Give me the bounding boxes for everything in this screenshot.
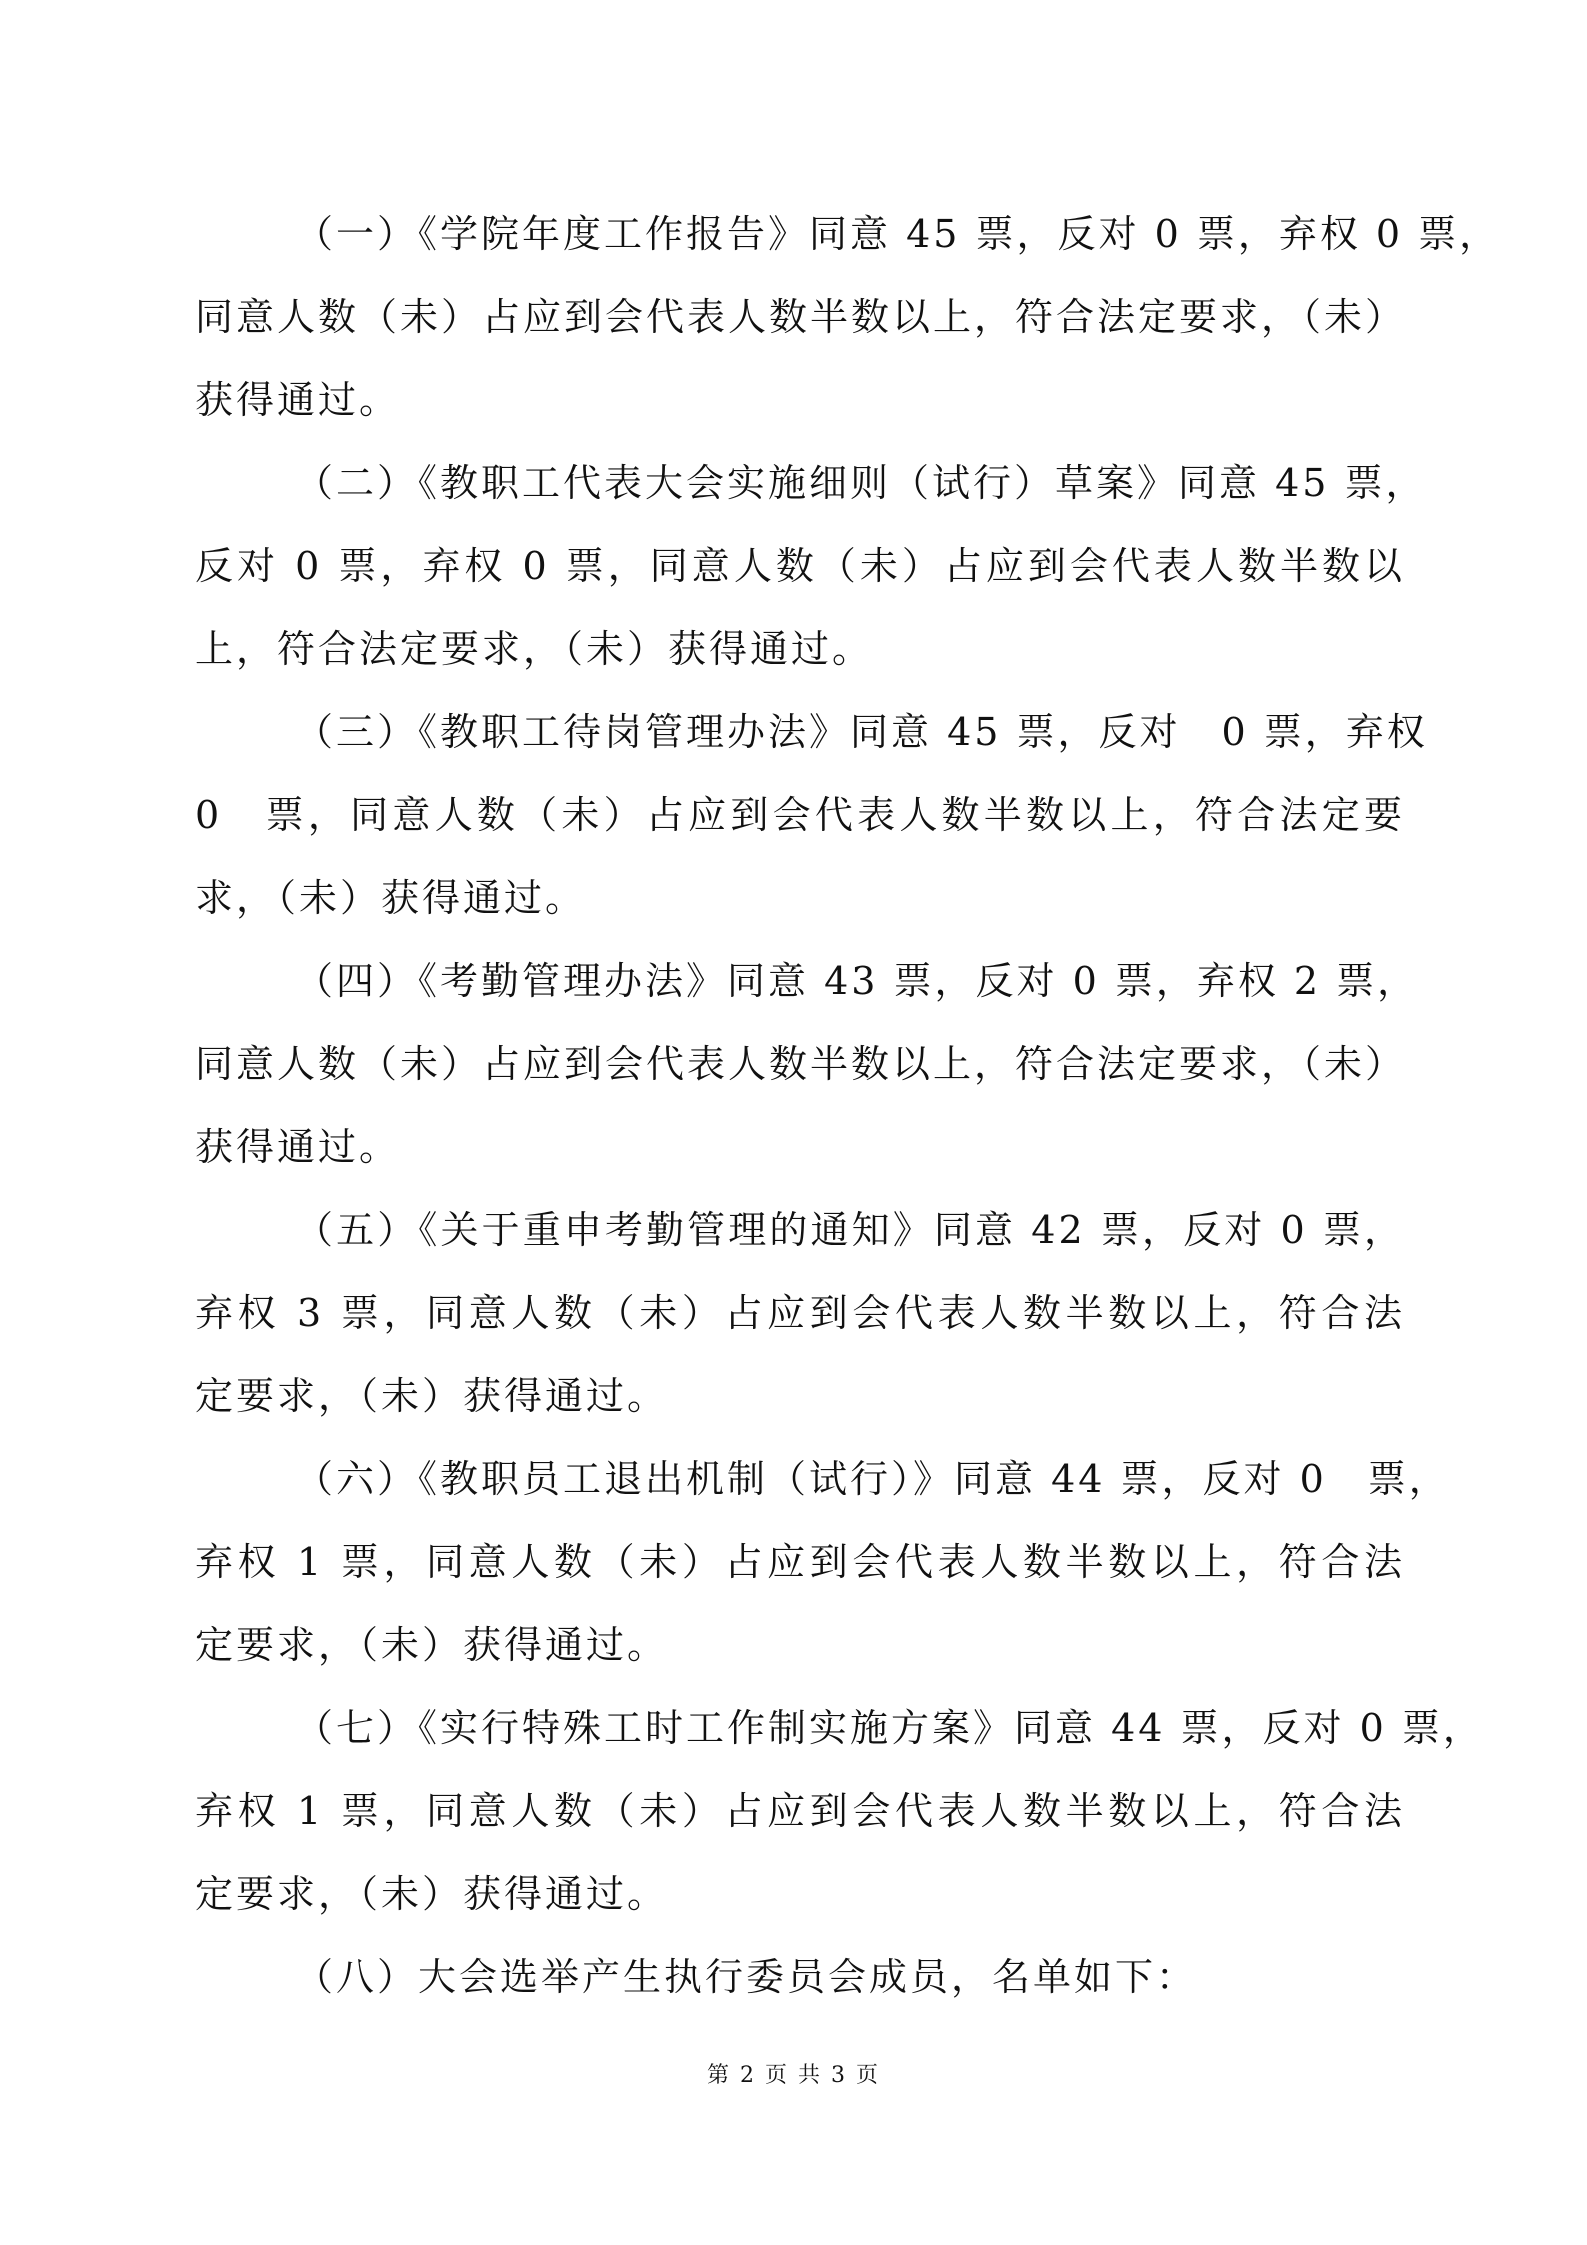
paragraph-item-8	[195, 1948, 1405, 2031]
paragraph-line: 弃权 1 票，同意人数（未）占应到会代表人数半数以上，符合法	[195, 1789, 1405, 1833]
page-number-footer: 第 2 页 共 3 页	[707, 2063, 880, 2088]
paragraph-line: 弃权 3 票，同意人数（未）占应到会代表人数半数以上，符合法	[195, 1291, 1405, 1335]
paragraph-line: （七）《实行特殊工时工作制实施方案》同意 44 票，反对 0 票，	[295, 1706, 1484, 1750]
paragraph-line: 弃权 1 票，同意人数（未）占应到会代表人数半数以上，符合法	[195, 1540, 1405, 1584]
paragraph-line: 获得通过。	[195, 378, 401, 422]
paragraph-item-7	[195, 1699, 1484, 1948]
paragraph-line: （五）《关于重申考勤管理的通知》同意 42 票，反对 0 票，	[295, 1208, 1405, 1252]
paragraph-line: 0 票，同意人数（未）占应到会代表人数半数以上，符合法定要	[195, 793, 1405, 837]
paragraph-line: （四）《考勤管理办法》同意 43 票，反对 0 票，弃权 2 票，	[295, 959, 1419, 1003]
paragraph-line: （一）《学院年度工作报告》同意 45 票，反对 0 票，弃权 0 票，	[295, 212, 1501, 256]
paragraph-line: 定要求，（未）获得通过。	[195, 1623, 669, 1667]
paragraph-item-6	[195, 1450, 1450, 1699]
paragraph-line: 定要求，（未）获得通过。	[195, 1374, 669, 1418]
paragraph-item-4	[195, 952, 1419, 1201]
paragraph-line: （二）《教职工代表大会实施细则（试行）草案》同意 45 票，	[295, 461, 1427, 505]
paragraph-line: （八）大会选举产生执行委员会成员，名单如下：	[295, 1955, 1198, 1999]
paragraph-line: 求，（未）获得通过。	[195, 876, 587, 920]
paragraph-item-2	[195, 454, 1427, 703]
paragraph-line: 获得通过。	[195, 1125, 401, 1169]
paragraph-line: 定要求，（未）获得通过。	[195, 1872, 669, 1916]
paragraph-line: 同意人数（未）占应到会代表人数半数以上，符合法定要求，（未）	[195, 295, 1407, 339]
paragraph-line: 同意人数（未）占应到会代表人数半数以上，符合法定要求，（未）	[195, 1042, 1407, 1086]
paragraph-line: 反对 0 票，弃权 0 票，同意人数（未）占应到会代表人数半数以	[195, 544, 1405, 588]
document-body	[195, 205, 1501, 2031]
paragraph-line: （六）《教职员工退出机制（试行）》同意 44 票，反对 0 票，	[295, 1457, 1450, 1501]
paragraph-item-5	[195, 1201, 1405, 1450]
paragraph-item-1	[195, 205, 1501, 454]
paragraph-line: （三）《教职工待岗管理办法》同意 45 票，反对 0 票，弃权	[295, 710, 1428, 754]
paragraph-item-3	[195, 703, 1428, 952]
paragraph-line: 上，符合法定要求，（未）获得通过。	[195, 627, 874, 671]
